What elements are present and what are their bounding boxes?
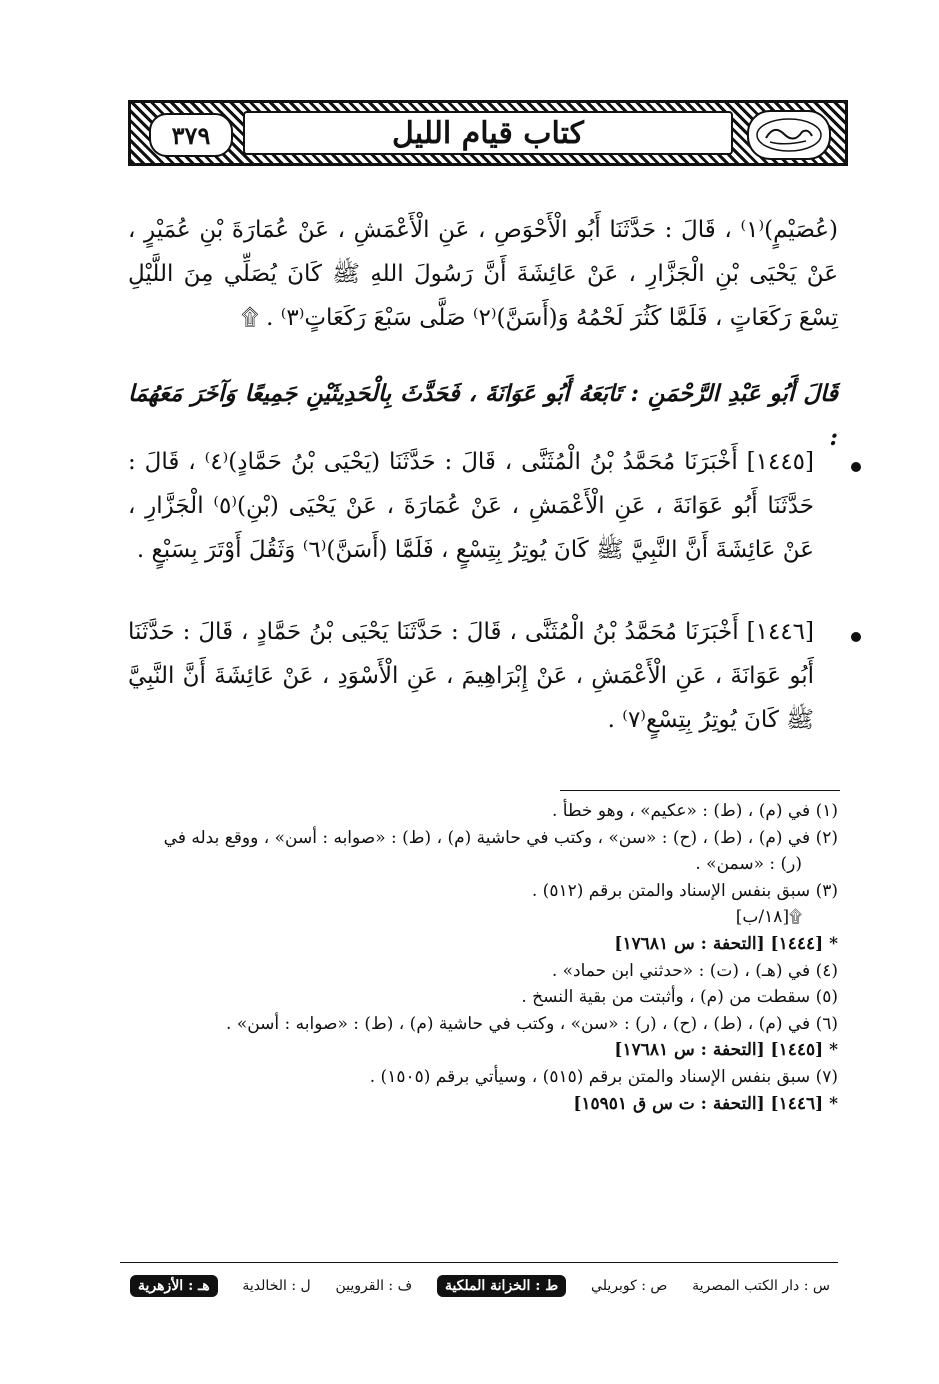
book-seal-logo	[747, 110, 831, 160]
footnote-separator	[560, 790, 840, 791]
title-cartouche	[243, 111, 733, 155]
folio-marker: ۩[١٨/ب]	[735, 907, 802, 928]
hadith-1445	[128, 440, 838, 572]
hadith-1446	[128, 610, 838, 742]
footnote-4: (٤) في (هـ) ، (ت) : «حدثني ابن حماد» .	[551, 960, 838, 981]
hadith-bullet	[851, 462, 861, 472]
footnote-2-continued: (ر) : «سمن» .	[695, 854, 802, 875]
legend-ta: ط : الخزانة الملكية	[437, 1275, 566, 1297]
hadith-bullet	[851, 632, 861, 642]
footnote-2: (٢) في (م) ، (ط) ، (ح) : «سن» ، وكتب في حاشية (م) ، (ط) : «صوابه : أسن» ، ووقع بدله في	[163, 827, 838, 848]
legend-ha: هـ : الأزهرية	[130, 1275, 218, 1297]
legend-separator	[120, 1262, 838, 1263]
tuhfa-reference-1444: * [١٤٤٤] [التحفة : س ١٧٦٨١]	[614, 933, 838, 954]
legend-sad: ص : كوبريلي	[591, 1278, 668, 1294]
footnote-3: (٣) سبق بنفس الإسناد والمتن برقم (٥١٢) .	[531, 880, 838, 901]
footnote-1: (١) في (م) ، (ط) : «عكيم» ، وهو خطأ .	[552, 801, 838, 821]
seal-icon	[754, 116, 824, 154]
author-comment: قَالَ أَبُو عَبْدِ الرَّحْمَنِ : تَابَعَهُ أَبُو عَوَانَةَ ، فَحَدَّثَ بِالْحَدِيثَيْنِ جَمِيعًا وَآخَرَ مَعَهُمَا :	[128, 380, 838, 451]
manuscript-legend	[130, 1268, 830, 1304]
legend-fa: ف : القرويين	[335, 1278, 413, 1294]
page-number-box	[149, 113, 233, 157]
footnote-6: (٦) في (م) ، (ط) ، (ح) ، (ر) : «سن» ، وكتب في حاشية (م) ، (ط) : «صوابه : أسن» .	[226, 1013, 838, 1034]
tuhfa-reference-1445: * [١٤٤٥] [التحفة : س ١٧٦٨١]	[614, 1040, 838, 1061]
page-header	[128, 100, 848, 166]
hadith-1446-text: [١٤٤٦] أَخْبَرَنَا مُحَمَّدُ بْنُ الْمُثَنَّى ، قَالَ : حَدَّثَنَا يَحْيَى بْنُ حَمَّادٍ ، قَالَ : حَدَّثَنَا أَبُو عَوَانَةَ ، عَنِ الْأَعْمَشِ ، عَنْ إِبْرَاهِيمَ ، عَنِ الْأَسْوَدِ ، عَنْ عَائِشَةَ أَنَّ النَّبِيَّ ﷺ كَانَ يُوتِرُ بِتِسْعٍ⁽٧⁾ .	[128, 619, 814, 733]
hadith-1445-text: [١٤٤٥] أَخْبَرَنَا مُحَمَّدُ بْنُ الْمُثَنَّى ، قَالَ : حَدَّثَنَا (يَحْيَى بْنُ حَمَّادٍ)⁽٤⁾ ، قَالَ : حَدَّثَنَا أَبُو عَوَانَةَ ، عَنِ الْأَعْمَشِ ، عَنْ عُمَارَةَ ، عَنْ يَحْيَى (بْنِ)⁽٥⁾ الْجَزَّارِ ، عَنْ عَائِشَةَ أَنَّ النَّبِيَّ ﷺ كَانَ يُوتِرُ بِتِسْعٍ ، فَلَمَّا (أَسَنَّ)⁽٦⁾ وَثَقُلَ أَوْتَرَ بِسَبْعٍ .	[128, 449, 815, 563]
footnote-5: (٥) سقطت من (م) ، وأثبتت من بقية النسخ .	[521, 987, 838, 1008]
book-title: كتاب قيام الليل	[392, 115, 584, 151]
footnote-7: (٧) سبق بنفس الإسناد والمتن برقم (٥١٥) ، وسيأتي برقم (١٥٠٥) .	[369, 1066, 838, 1087]
tuhfa-reference-1446: * [١٤٤٦] [التحفة : ت س ق ١٥٩٥١]	[573, 1093, 838, 1114]
main-text-opening	[128, 208, 838, 340]
page-number: ٣٧٩	[171, 120, 211, 150]
legend-lam: ل : الخالدية	[242, 1278, 311, 1294]
legend-s: س : دار الكتب المصرية	[692, 1278, 830, 1294]
footnotes	[128, 798, 838, 1117]
opening-paragraph: (عُصَيْمٍ)⁽١⁾ ، قَالَ : حَدَّثَنَا أَبُو الْأَحْوَصِ ، عَنِ الْأَعْمَشِ ، عَنْ عُمَارَةَ بْنِ عُمَيْرٍ ، عَنْ يَحْيَى بْنِ الْجَزَّارِ ، عَنْ عَائِشَةَ أَنَّ رَسُولَ اللهِ ﷺ كَانَ يُصَلِّي مِنَ اللَّيْلِ تِسْعَ رَكَعَاتٍ ، فَلَمَّا كَثُرَ لَحْمُهُ وَ(أَسَنَّ)⁽٢⁾ صَلَّى سَبْعَ رَكَعَاتٍ⁽٣⁾ . ۩	[128, 217, 838, 331]
